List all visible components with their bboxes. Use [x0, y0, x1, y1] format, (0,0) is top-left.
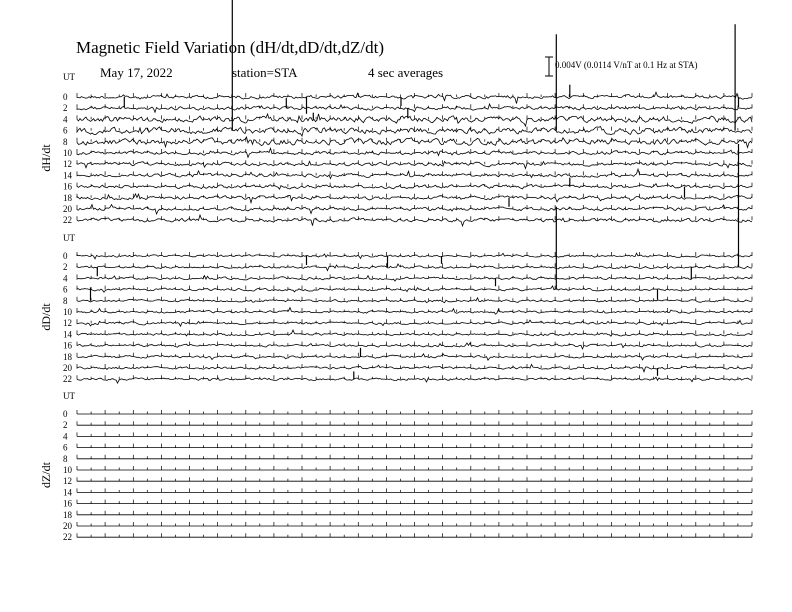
ut-tick-label: 6 — [63, 442, 68, 453]
panel-axis-label: dH/dt — [39, 144, 53, 172]
hour-ticks — [77, 286, 752, 290]
station-label: station=STA — [232, 65, 298, 80]
chart-title: Magnetic Field Variation (dH/dt,dD/dt,dZ/dt) — [76, 38, 385, 57]
ut-tick-label: 12 — [63, 476, 72, 487]
panel-2 — [39, 391, 752, 542]
ut-tick-label: 2 — [63, 420, 68, 431]
ut-tick-label: 12 — [63, 159, 72, 170]
ut-tick-label: 20 — [63, 521, 72, 531]
ut-tick-label: 0 — [63, 251, 68, 261]
hour-ticks — [77, 477, 752, 481]
ut-tick-label: 10 — [63, 307, 72, 317]
ut-axis-label: UT — [63, 233, 75, 243]
hour-ticks — [77, 183, 752, 187]
ut-tick-label: 4 — [63, 114, 68, 125]
ut-tick-label: 18 — [63, 192, 72, 203]
hour-ticks — [77, 511, 752, 515]
panel-axis-label: dZ/dt — [39, 462, 53, 488]
hour-ticks — [77, 421, 752, 425]
ut-tick-label: 20 — [63, 363, 72, 373]
ut-tick-label: 16 — [63, 181, 72, 192]
hour-ticks — [77, 488, 752, 492]
hour-ticks — [77, 533, 752, 537]
ut-tick-label: 8 — [63, 136, 68, 147]
ut-axis-label: UT — [63, 72, 75, 82]
ut-tick-label: 16 — [63, 498, 72, 509]
date-label: May 17, 2022 — [100, 65, 173, 80]
hour-ticks — [77, 444, 752, 448]
ut-tick-label: 2 — [63, 262, 68, 273]
scale-bar-label: 0.004V (0.0114 V/nT at 0.1 Hz at STA) — [555, 60, 698, 70]
ut-tick-label: 6 — [63, 125, 68, 136]
ut-tick-label: 8 — [63, 453, 68, 464]
ut-tick-label: 14 — [63, 487, 72, 498]
hour-ticks — [77, 432, 752, 436]
ut-tick-label: 22 — [63, 374, 72, 385]
hour-ticks — [77, 104, 752, 108]
hour-ticks — [77, 522, 752, 526]
averaging-label: 4 sec averages — [368, 65, 444, 80]
hour-ticks — [77, 466, 752, 470]
ut-tick-label: 18 — [63, 351, 72, 362]
ut-tick-label: 12 — [63, 318, 72, 329]
ut-tick-label: 18 — [63, 509, 72, 520]
ut-tick-label: 4 — [63, 431, 68, 442]
ut-tick-label: 2 — [63, 103, 68, 114]
hour-ticks — [77, 455, 752, 459]
panel-0 — [39, 0, 752, 226]
ut-tick-label: 14 — [63, 170, 72, 181]
hour-ticks — [77, 500, 752, 504]
ut-tick-label: 16 — [63, 340, 72, 351]
ut-tick-label: 22 — [63, 215, 72, 226]
hour-ticks — [77, 410, 752, 414]
ut-axis-label: UT — [63, 391, 75, 401]
ut-tick-label: 6 — [63, 284, 68, 295]
ut-tick-label: 8 — [63, 295, 68, 306]
panel-axis-label: dD/dt — [39, 303, 53, 331]
ut-tick-label: 22 — [63, 532, 72, 543]
panel-1 — [39, 144, 752, 384]
ut-tick-label: 0 — [63, 92, 68, 102]
ut-tick-label: 20 — [63, 204, 72, 214]
ut-tick-label: 10 — [63, 465, 72, 475]
ut-tick-label: 0 — [63, 409, 68, 419]
ut-tick-label: 10 — [63, 148, 72, 158]
hour-ticks — [77, 297, 752, 301]
ut-tick-label: 14 — [63, 329, 72, 340]
ut-tick-label: 4 — [63, 273, 68, 284]
